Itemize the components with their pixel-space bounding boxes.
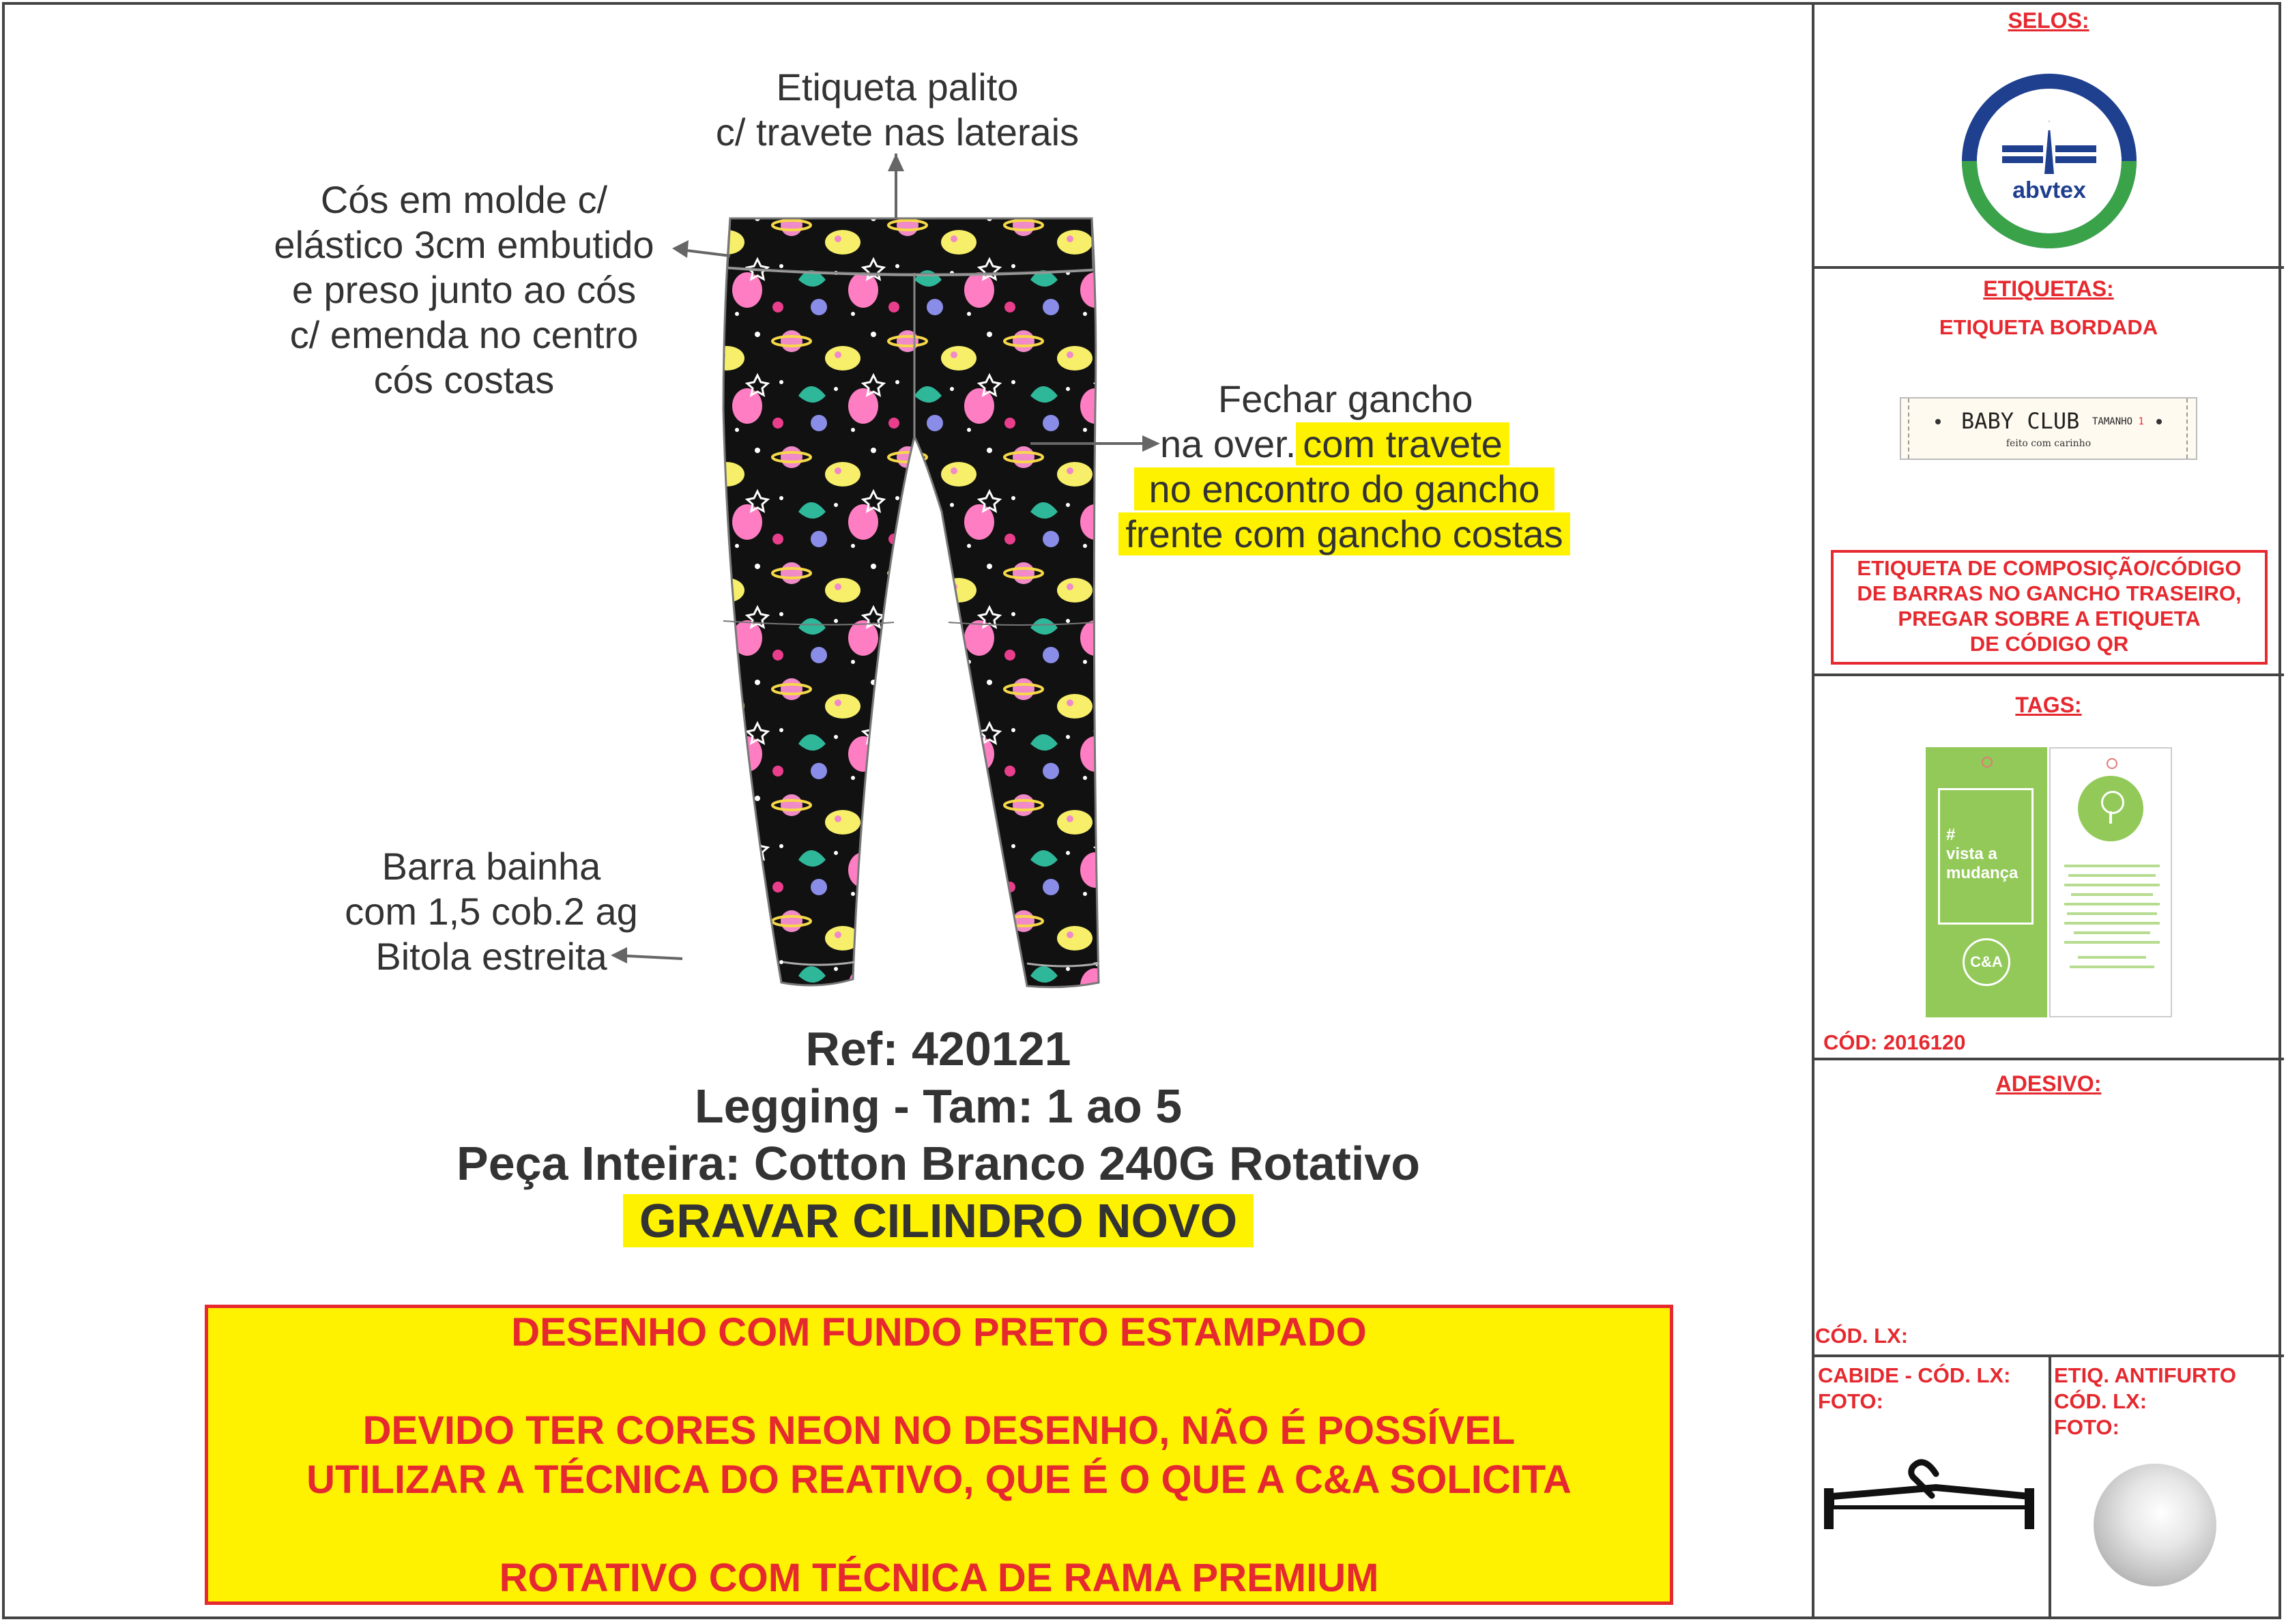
note-line: Fechar gancho: [1218, 377, 1473, 420]
product-title-block: [205, 1020, 1672, 1249]
warning-box: [205, 1305, 1673, 1605]
tag-line: mudança: [1946, 864, 2019, 882]
tag-code: CÓD: 2016120: [1823, 1030, 1966, 1054]
composicao-line: PREGAR SOBRE A ETIQUETA: [1898, 607, 2201, 630]
tag-slogan: [1946, 826, 2018, 883]
security-tag-icon: [2094, 1464, 2216, 1586]
woven-label: [1900, 397, 2197, 460]
note-line: Bitola estreita: [375, 935, 607, 978]
warning-line: DESENHO COM FUNDO PRETO ESTAMPADO: [511, 1310, 1367, 1354]
label-dot: [1935, 419, 1941, 424]
tag-hash: #: [1946, 826, 1956, 844]
product-name: Legging - Tam: 1 ao 5: [694, 1079, 1183, 1133]
note-line: Barra bainha: [381, 845, 601, 888]
cabide-label: CABIDE - CÓD. LX:: [1818, 1363, 2011, 1387]
label-size-value: 1: [2138, 416, 2144, 427]
antifurto-label: ETIQ. ANTIFURTO: [2054, 1363, 2236, 1387]
note-line-highlighted: frente com gancho costas: [1118, 512, 1569, 555]
label-stitch: [1908, 398, 1911, 459]
note-line: Cós em molde c/: [320, 178, 608, 221]
cabide-section: [1818, 1363, 2010, 1415]
label-tagline: feito com carinho: [2006, 438, 2092, 449]
note-line: elástico 3cm embutido: [274, 223, 654, 266]
note-cos: [259, 177, 669, 403]
seal-bottom-text: EM RESPONSABILIDADE SOCIAL: [1984, 177, 2115, 230]
cod-lx-label: CÓD. LX:: [1815, 1324, 1909, 1348]
antifurto-code-label: CÓD. LX:: [2054, 1389, 2147, 1413]
etiquetas-heading: ETIQUETAS:: [1983, 276, 2114, 301]
product-action: GRAVAR CILINDRO NOVO: [623, 1194, 1254, 1247]
divider: [1812, 266, 2284, 269]
abvtex-seal: [1960, 72, 2139, 250]
hang-tag-back: [2049, 747, 2172, 1017]
note-line-highlighted: no encontro do gancho: [1134, 467, 1555, 510]
cotton-icon: [2078, 776, 2143, 841]
product-ref: Ref: 420121: [805, 1022, 1071, 1075]
note-line: com 1,5 cob.2 ag: [345, 890, 638, 933]
warning-line: ROTATIVO COM TÉCNICA DE RAMA PREMIUM: [499, 1556, 1379, 1600]
ca-logo: C&A: [1963, 938, 2010, 986]
note-line: na over.: [1160, 422, 1297, 465]
label-brand: BABY CLUB: [1961, 408, 2080, 434]
divider: [1812, 1354, 2284, 1357]
divider: [1812, 673, 2284, 676]
tag-hole: [1982, 757, 1993, 768]
antifurto-photo-label: FOTO:: [2054, 1415, 2119, 1439]
composicao-line: ETIQUETA DE COMPOSIÇÃO/CÓDIGO: [1857, 556, 2242, 580]
tag-fine-print: [2064, 858, 2160, 975]
seal-brand: abvtex: [2012, 177, 2086, 203]
label-stitch: [2186, 398, 2189, 459]
note-etiqueta-palito: [682, 65, 1112, 155]
warning-line: DEVIDO TER CORES NEON NO DESENHO, NÃO É POSSÍVEL: [362, 1408, 1516, 1453]
antifurto-section: [2054, 1363, 2236, 1440]
selos-heading: SELOS:: [2008, 8, 2089, 33]
cabide-photo-label: FOTO:: [1818, 1389, 1883, 1413]
note-gancho: [1109, 377, 1580, 557]
etiqueta-bordada-label: ETIQUETA BORDADA: [1939, 315, 2158, 339]
hang-tag-front: [1926, 747, 2047, 1017]
tags-heading: TAGS:: [2015, 693, 2082, 717]
divider: [2049, 1354, 2051, 1619]
hanger-icon: [1819, 1450, 2044, 1546]
label-size: TAMANHO: [2092, 416, 2133, 427]
note-line: c/ emenda no centro: [289, 313, 639, 356]
seal-top-text: EMPRESA CERTIFICADA: [1973, 85, 2126, 166]
note-line: Etiqueta palito: [776, 66, 1019, 108]
adesivo-heading: ADESIVO:: [1995, 1071, 2102, 1096]
composicao-note: [1831, 550, 2268, 665]
note-line: e preso junto ao cós: [291, 268, 637, 311]
composicao-line: DE CÓDIGO QR: [1969, 632, 2129, 656]
note-line: cós costas: [373, 358, 555, 401]
tag-hole: [2107, 758, 2117, 769]
tag-line: vista a: [1946, 845, 1997, 863]
note-line: c/ travete nas laterais: [715, 111, 1080, 154]
product-material: Peça Inteira: Cotton Branco 240G Rotativo: [457, 1137, 1420, 1190]
label-dot: [2156, 419, 2162, 424]
note-line-highlighted: com travete: [1296, 422, 1509, 465]
composicao-line: DE BARRAS NO GANCHO TRASEIRO,: [1857, 581, 2242, 605]
note-barra: [314, 844, 669, 979]
divider: [1812, 1058, 2284, 1060]
warning-line: UTILIZAR A TÉCNICA DO REATIVO, QUE É O QUE A C&A SOLICITA: [306, 1458, 1572, 1502]
